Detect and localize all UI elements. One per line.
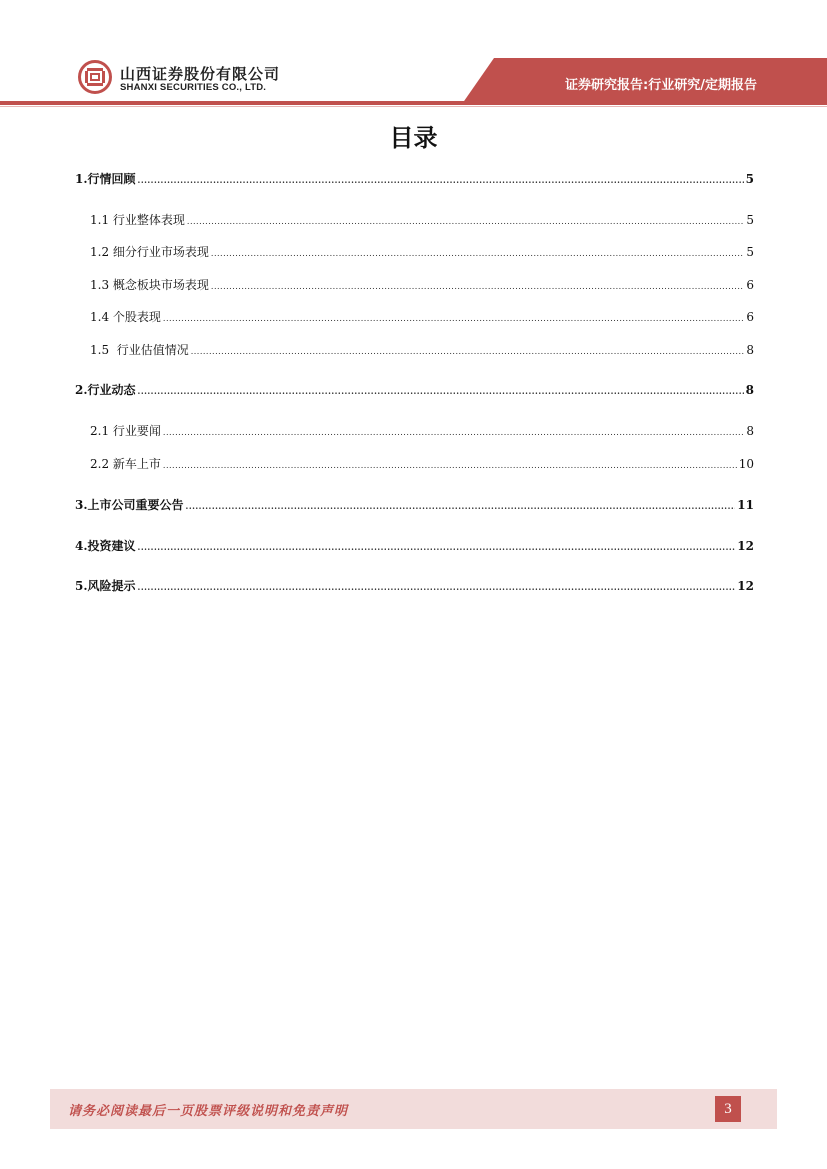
toc-leader-dots [187,217,744,226]
toc-entry[interactable] [75,422,754,442]
toc-entry[interactable] [75,455,754,475]
toc-leader-dots [163,314,744,323]
toc-entry-label: 2.行业动态 [75,383,136,397]
toc-entry-page: 5 [745,172,754,186]
toc-entry-page: 11 [737,498,754,512]
toc-entry-label: 1.2 细分行业市场表现 [90,245,209,259]
page-number: 3 [715,1096,741,1122]
toc-leader-dots [211,282,744,291]
header-rule-thin [0,106,827,107]
toc-entry[interactable] [75,170,754,190]
toc-entry-page: 8 [745,383,754,397]
toc-title: 目录 [389,124,438,152]
toc-entry[interactable] [75,496,754,516]
toc-entry-label: 2.1 行业要闻 [90,424,161,438]
toc-entry-label: 1.3 概念板块市场表现 [90,278,209,292]
toc-entry-page: 12 [737,579,754,593]
toc-leader-dots [186,501,736,511]
toc-entry-label: 3.上市公司重要公告 [75,498,184,512]
toc-entry-label: 1.行情回顾 [75,172,136,186]
toc-entry-page: 5 [746,213,754,227]
toc-leader-dots [138,542,736,552]
page-header [0,0,827,110]
toc-entry[interactable] [75,243,754,263]
toc-leader-dots [211,249,744,258]
toc-entry[interactable] [75,577,754,597]
toc-entry[interactable] [75,381,754,401]
company-logo-icon [78,60,112,94]
page-footer [50,1089,777,1129]
toc-entry-label: 1.5 行业估值情况 [90,343,189,357]
toc-leader-dots [191,347,744,356]
toc-entry-label: 4.投资建议 [75,539,136,553]
toc-entry-page: 5 [746,245,754,259]
toc-leader-dots [138,386,744,396]
toc-entry-page: 10 [738,457,754,471]
toc-entry[interactable] [75,308,754,328]
toc-entry-label: 2.2 新车上市 [90,457,161,471]
toc-entry-page: 6 [746,310,754,324]
toc-entry[interactable] [75,341,754,361]
toc-entry-label: 1.4 个股表现 [90,310,161,324]
toc-entry[interactable] [75,276,754,296]
toc-entry-page: 12 [737,539,754,553]
company-name-cn: 山西证券股份有限公司 [120,65,281,83]
footer-disclaimer: 请务必阅读最后一页股票评级说明和免责声明 [68,1104,349,1119]
toc-entry-page: 8 [746,424,754,438]
toc-entry[interactable] [75,211,754,231]
toc-entry-page: 8 [746,343,754,357]
toc-leader-dots [163,428,744,437]
toc-leader-dots [138,175,744,185]
toc-leader-dots [138,582,736,592]
company-name-en: SHANXI SECURITIES CO., LTD. [120,82,267,93]
report-type: 证券研究报告:行业研究/定期报告 [565,78,757,93]
header-rule [0,101,827,105]
toc-entry-label: 1.1 行业整体表现 [90,213,185,227]
toc-entry-label: 5.风险提示 [75,579,136,593]
toc-entry[interactable] [75,537,754,557]
toc-leader-dots [163,461,737,470]
toc-entry-page: 6 [746,278,754,292]
